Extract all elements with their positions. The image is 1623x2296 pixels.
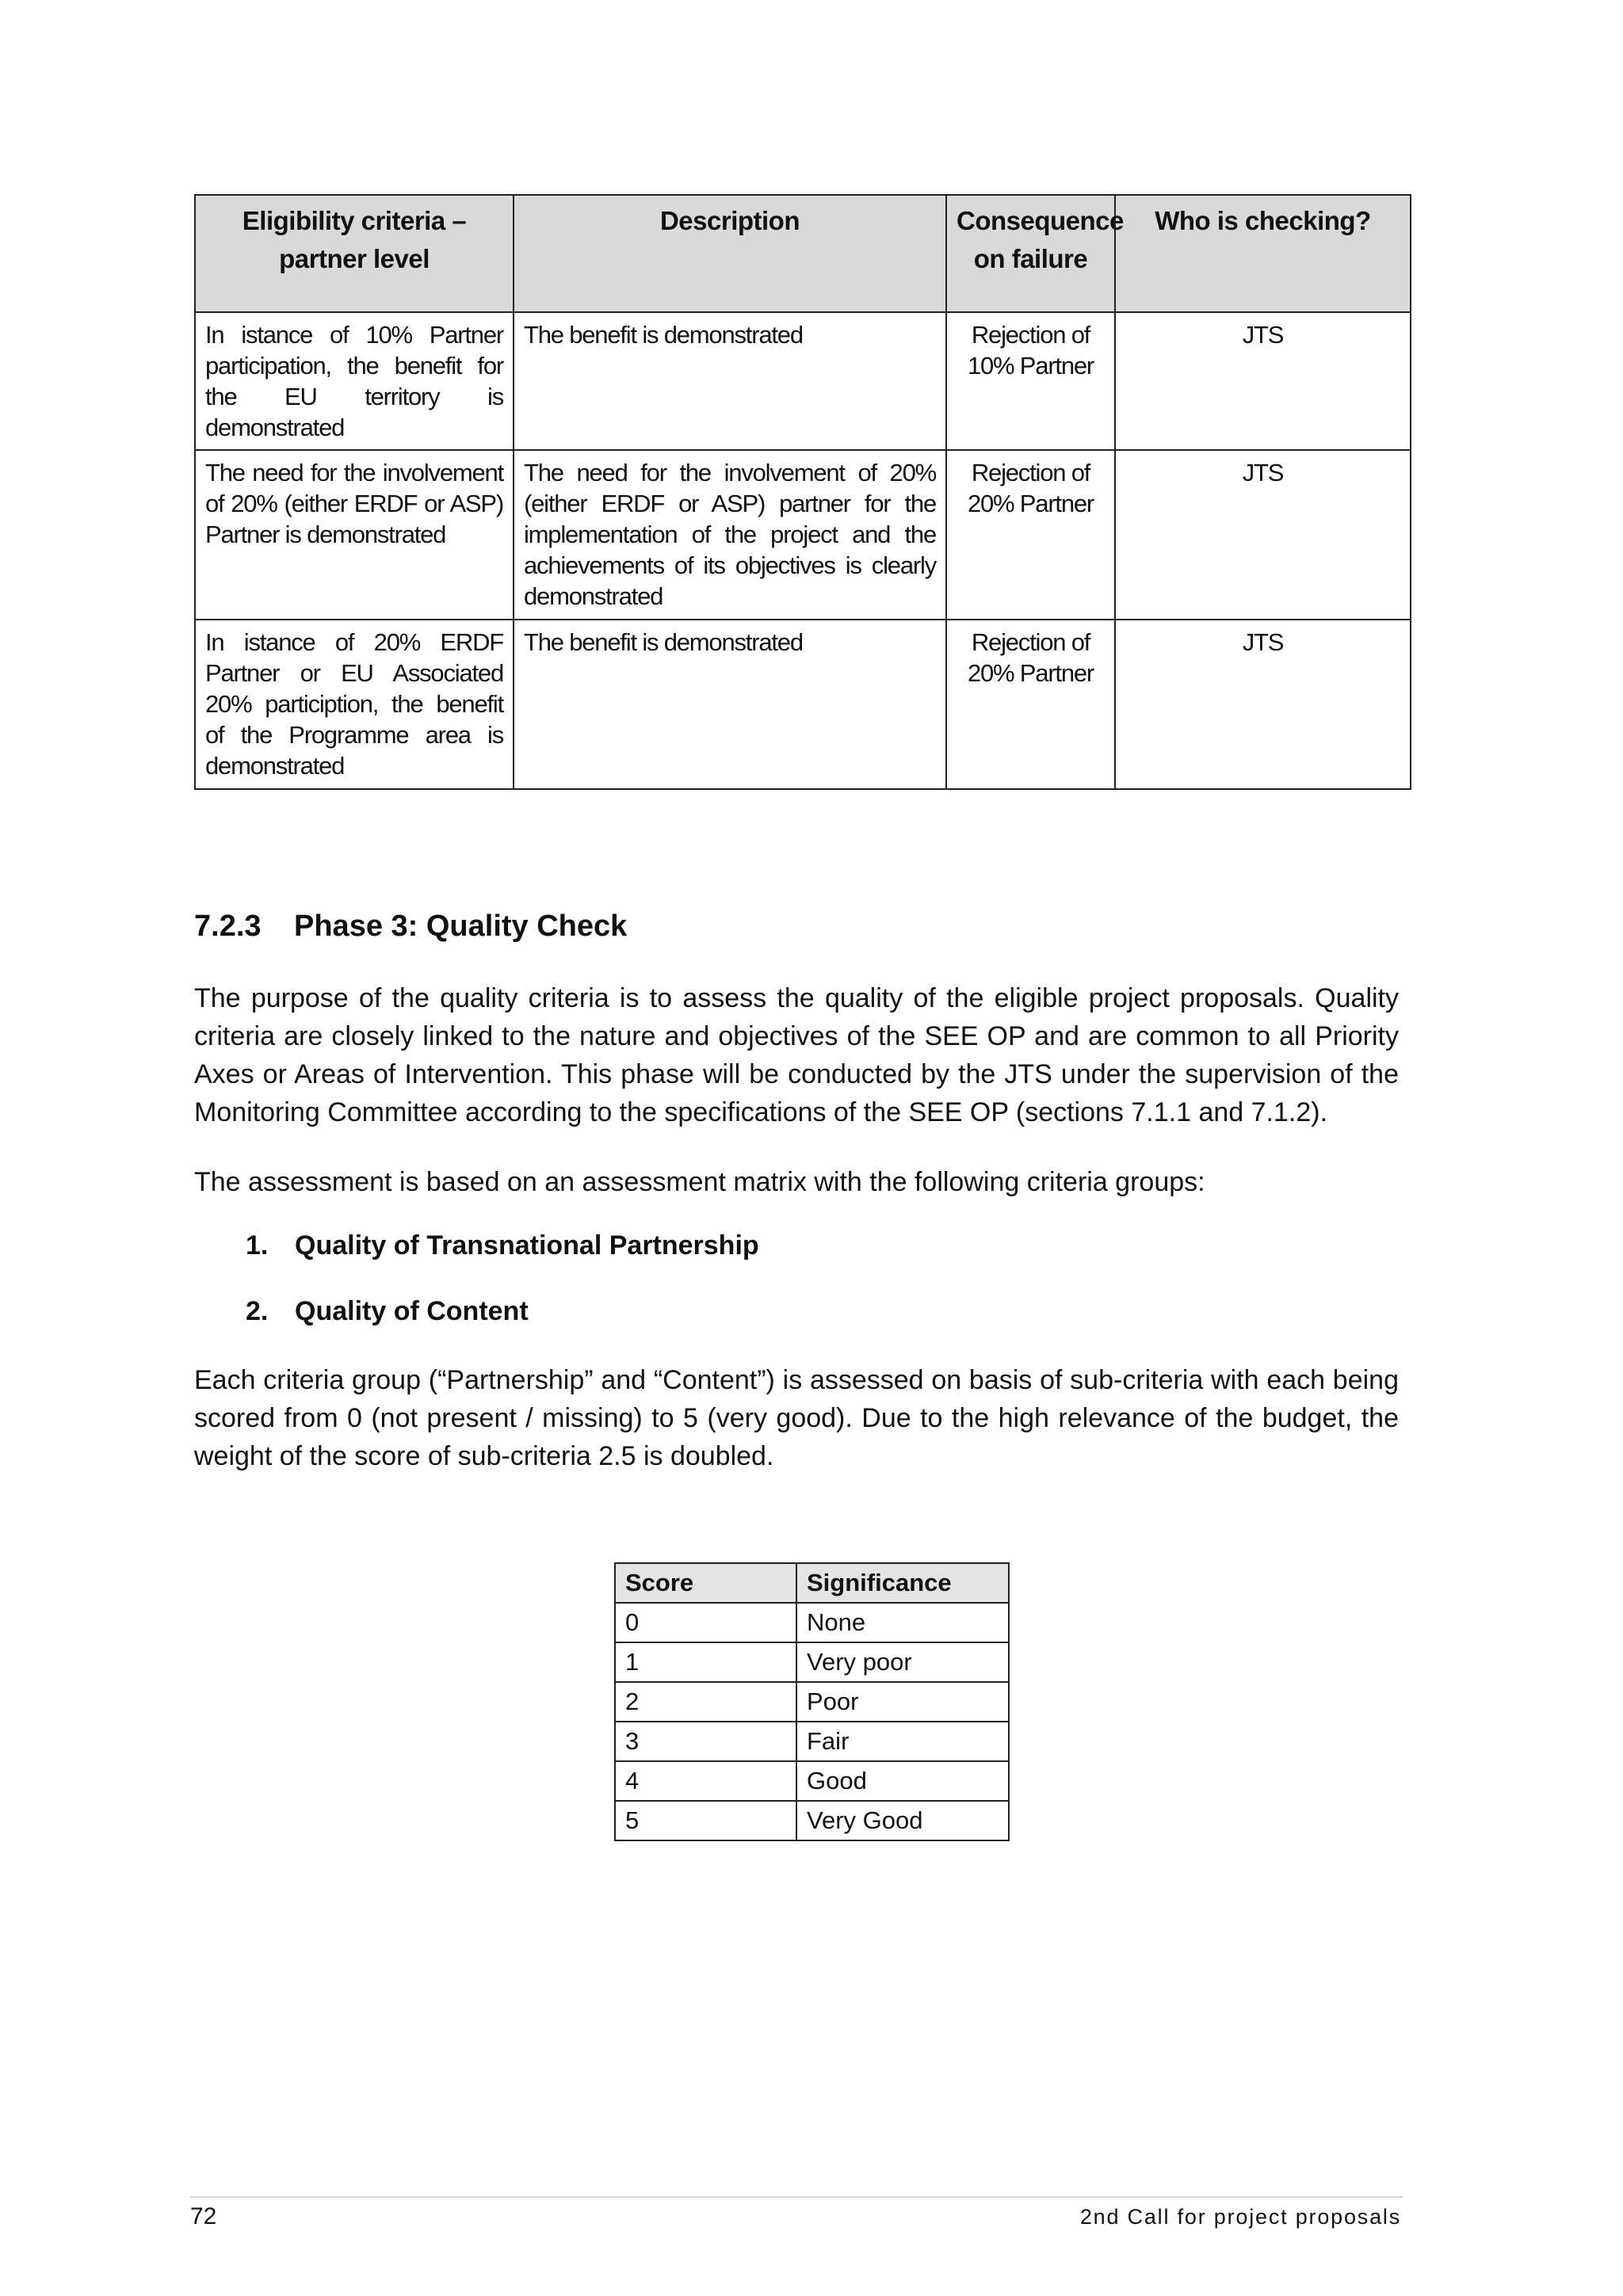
score-cell: 2 bbox=[615, 1682, 796, 1722]
significance-cell: Good bbox=[796, 1761, 1009, 1801]
description-cell: The benefit is demonstrated bbox=[514, 312, 946, 450]
score-cell: 4 bbox=[615, 1761, 796, 1801]
score-cell: 5 bbox=[615, 1801, 796, 1840]
criteria-cell: In istance of 20% ERDF Partner or EU Associated 20% particiption, the benefit of the Programme area is demonstrated bbox=[195, 620, 514, 789]
column-header-description: Description bbox=[514, 195, 946, 312]
score-cell: 1 bbox=[615, 1642, 796, 1682]
table-header-row bbox=[195, 195, 1411, 312]
section-heading bbox=[194, 910, 627, 944]
section-number: 7.2.3 bbox=[194, 910, 262, 943]
column-header-score: Score bbox=[615, 1563, 796, 1603]
score-table bbox=[614, 1562, 1010, 1841]
criteria-cell: In istance of 10% Partner participation, the benefit for the EU territory is demonstrated bbox=[195, 312, 514, 450]
column-header-checker: Who is checking? bbox=[1115, 195, 1411, 312]
section-title: Phase 3: Quality Check bbox=[294, 910, 628, 943]
consequence-cell: Rejection of 20% Partner bbox=[946, 450, 1115, 620]
eligibility-criteria-table bbox=[194, 194, 1411, 790]
footer-divider bbox=[190, 2196, 1403, 2198]
score-cell: 3 bbox=[615, 1722, 796, 1761]
score-cell: 0 bbox=[615, 1603, 796, 1642]
table-row bbox=[615, 1603, 1009, 1642]
table-row bbox=[195, 312, 1411, 450]
score-header-row bbox=[615, 1563, 1009, 1603]
footer-document-title: 2nd Call for project proposals bbox=[1079, 2205, 1401, 2229]
table-row bbox=[615, 1761, 1009, 1801]
table-row bbox=[615, 1642, 1009, 1682]
consequence-cell: Rejection of 20% Partner bbox=[946, 620, 1115, 789]
column-header-significance: Significance bbox=[796, 1563, 1009, 1603]
checker-cell: JTS bbox=[1115, 312, 1411, 450]
list-item-text: Quality of Transnational Partnership bbox=[295, 1230, 759, 1261]
criteria-cell: The need for the involvement of 20% (either ERDF or ASP) Partner is demonstrated bbox=[195, 450, 514, 620]
consequence-cell: Rejection of 10% Partner bbox=[946, 312, 1115, 450]
table-row bbox=[195, 620, 1411, 789]
list-item-number: 1. bbox=[246, 1230, 269, 1261]
significance-cell: Very Good bbox=[796, 1801, 1009, 1840]
significance-cell: Very poor bbox=[796, 1642, 1009, 1682]
table-row bbox=[615, 1682, 1009, 1722]
list-item bbox=[246, 1296, 529, 1327]
assessment-paragraph: The assessment is based on an assessment matrix with the following criteria groups: bbox=[194, 1167, 1205, 1197]
table-row bbox=[195, 450, 1411, 620]
checker-cell: JTS bbox=[1115, 450, 1411, 620]
list-item-text: Quality of Content bbox=[295, 1296, 529, 1326]
significance-cell: Poor bbox=[796, 1682, 1009, 1722]
column-header-consequence: Consequence on failure bbox=[946, 195, 1115, 312]
significance-cell: None bbox=[796, 1603, 1009, 1642]
table-row bbox=[615, 1722, 1009, 1761]
description-cell: The need for the involvement of 20% (either ERDF or ASP) partner for the implementation of the project and the achievements of its objectives is clearly demonstrated bbox=[514, 450, 946, 620]
description-cell: The benefit is demonstrated bbox=[514, 620, 946, 789]
intro-paragraph: The purpose of the quality criteria is to assess the quality of the eligible project proposals. Quality criteria are closely linked to the nature and objectives of the SEE OP and are common to all Priority Axes or Areas of Intervention. This phase will be conducted by the JTS under the supervision of the Monitoring Committee according to the specifications of the SEE OP (sections 7.1.1 and 7.1.2). bbox=[194, 983, 1399, 1127]
list-item bbox=[246, 1230, 759, 1261]
column-header-criteria: Eligibility criteria – partner level bbox=[195, 195, 514, 312]
checker-cell: JTS bbox=[1115, 620, 1411, 789]
significance-cell: Fair bbox=[796, 1722, 1009, 1761]
list-item-number: 2. bbox=[246, 1296, 269, 1326]
table-row bbox=[615, 1801, 1009, 1840]
page-number: 72 bbox=[190, 2203, 217, 2229]
scoring-paragraph: Each criteria group (“Partnership” and “Content”) is assessed on basis of sub-criteria with each being scored from 0 (not present / missing) to 5 (very good). Due to the high relevance of the budget, the weight of the score of sub-criteria 2.5 is doubled. bbox=[194, 1365, 1399, 1471]
